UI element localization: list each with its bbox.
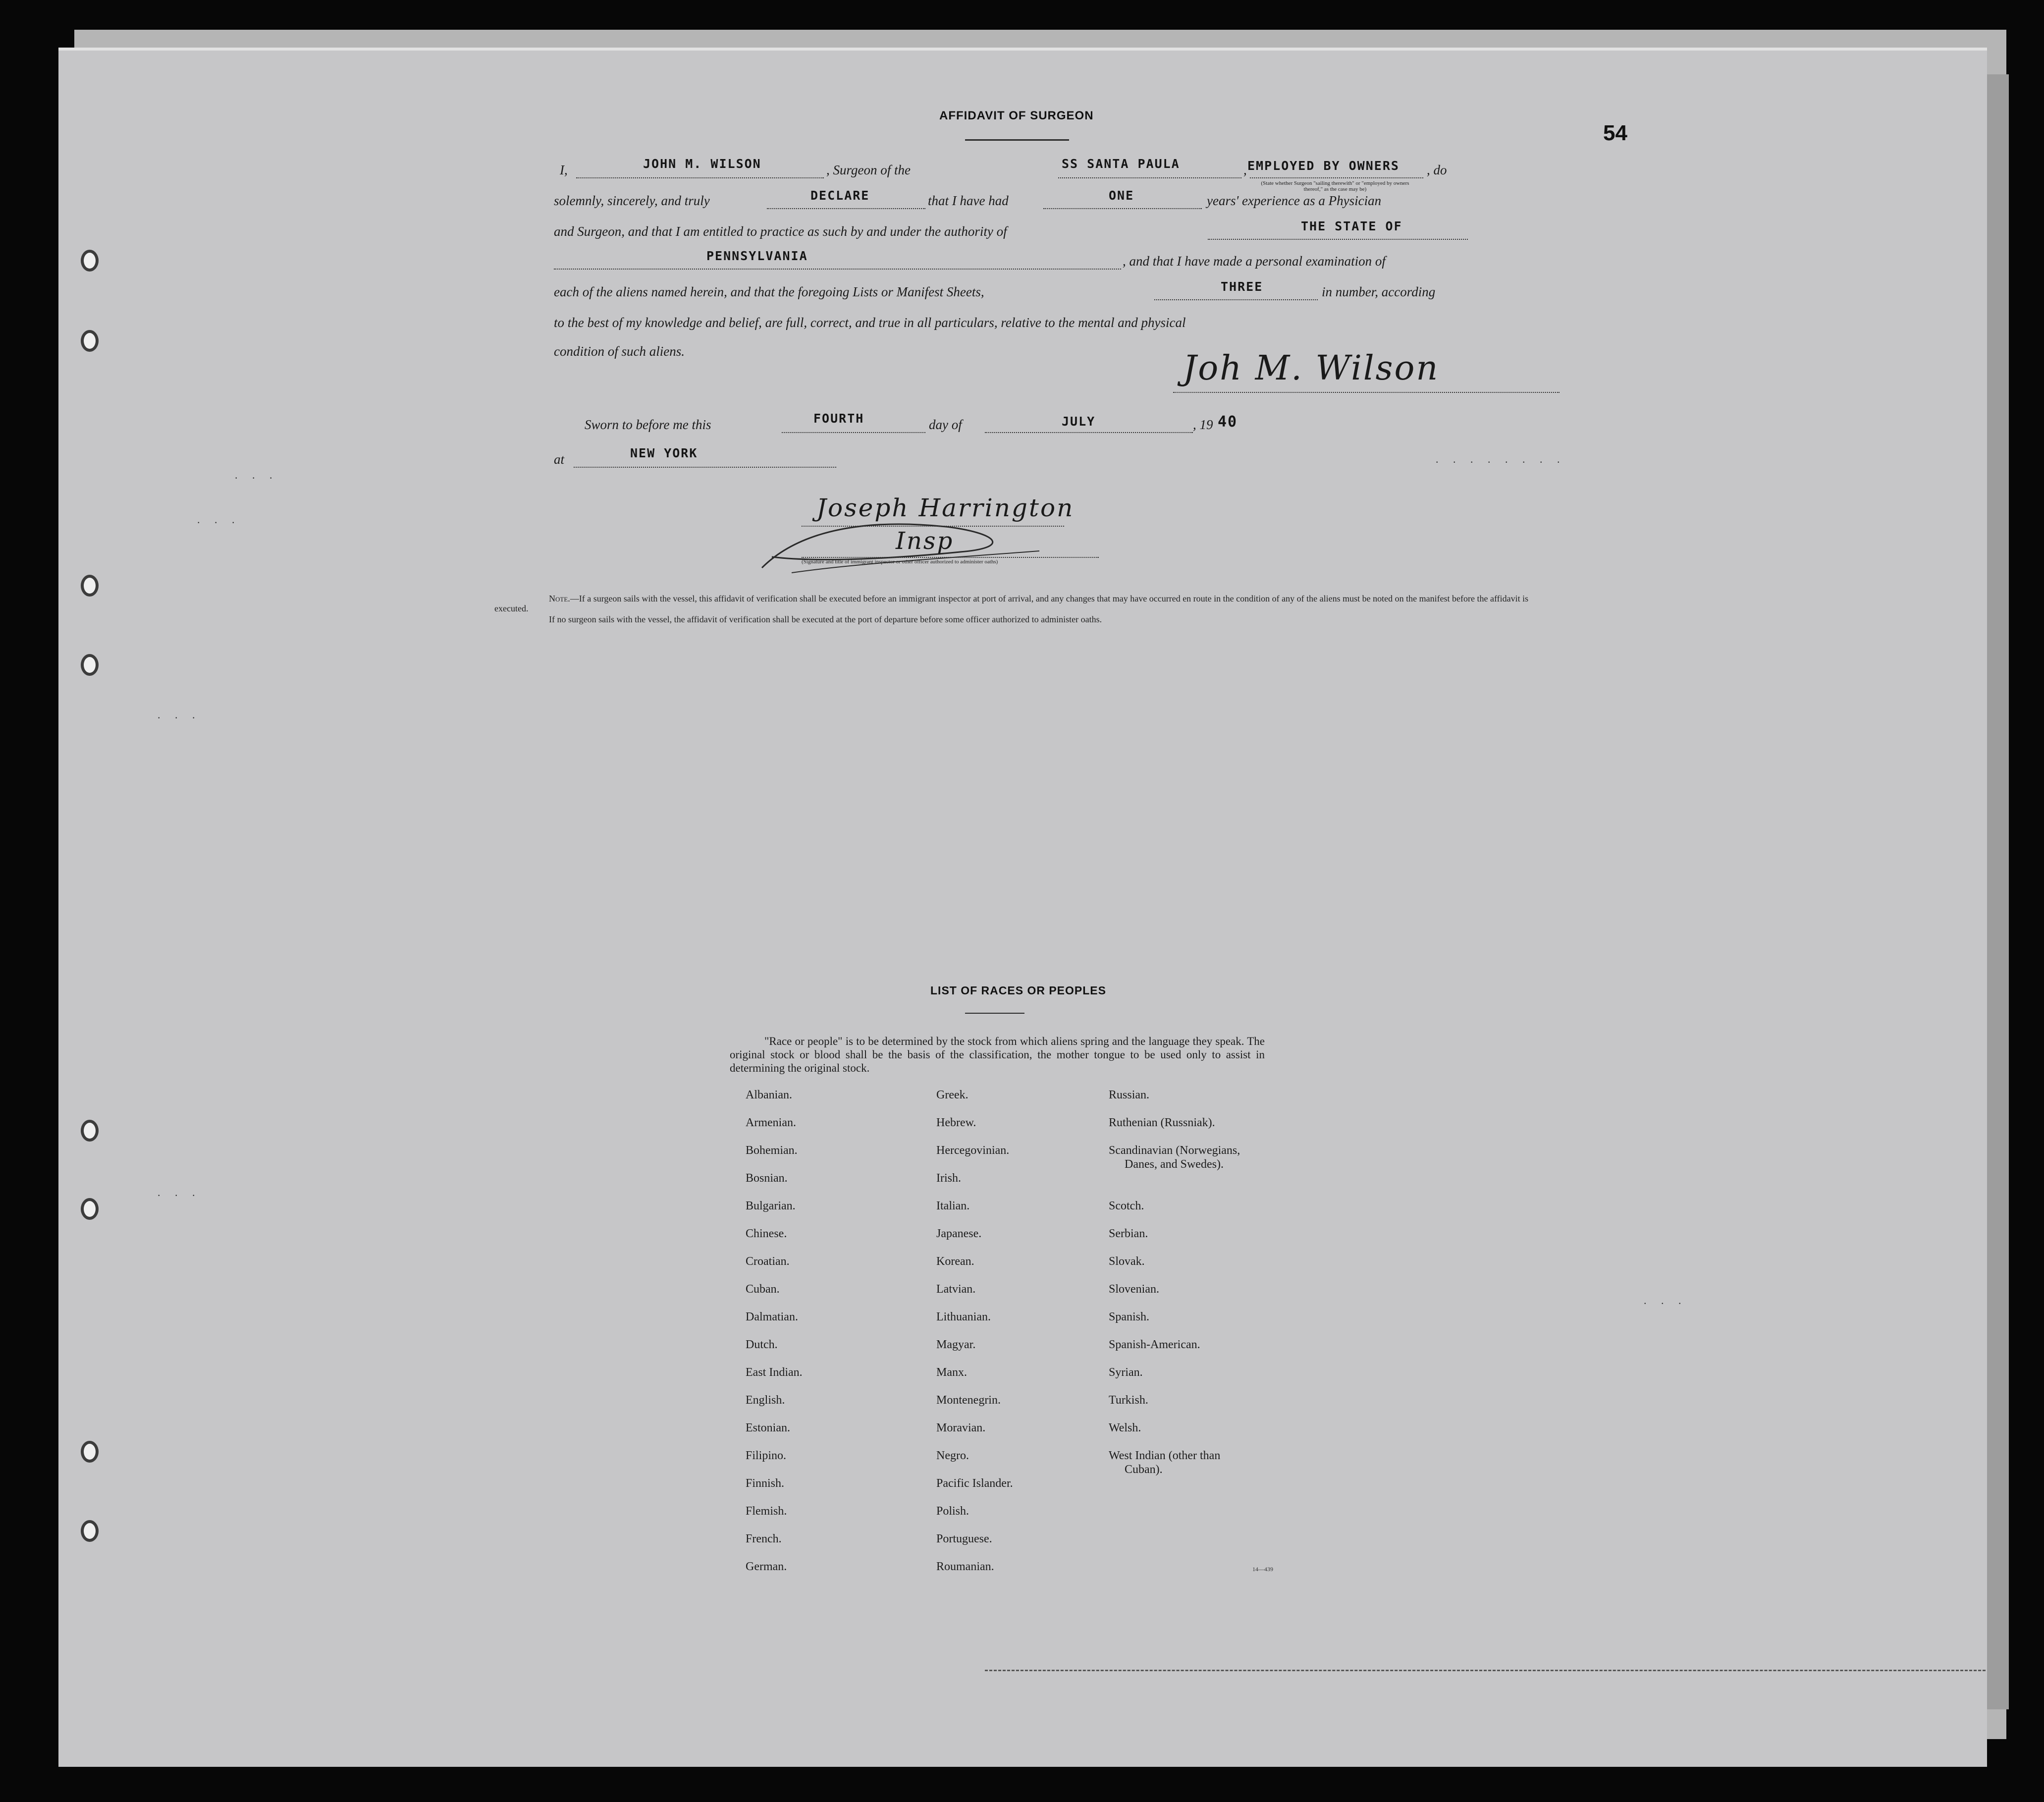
- race-item: Croatian.: [746, 1255, 790, 1268]
- line2-suffix: years' experience as a Physician: [1207, 193, 1382, 208]
- surgeon-name: JOHN M. WILSON: [643, 157, 761, 171]
- race-item: Hercegovinian.: [936, 1144, 1010, 1157]
- line1-mid: , Surgeon of the: [826, 163, 911, 177]
- race-item: Scandinavian (Norwegians,: [1109, 1144, 1240, 1157]
- fill-line: [1208, 239, 1468, 240]
- speck: . . .: [1644, 1294, 1687, 1307]
- line1-suffix: , do: [1427, 163, 1447, 177]
- race-item: Albanian.: [746, 1089, 792, 1101]
- fill-line: [554, 269, 1121, 270]
- races-title-rule: [965, 1013, 1024, 1014]
- vessel-name: SS SANTA PAULA: [1062, 157, 1180, 171]
- speck: . . .: [158, 1186, 201, 1199]
- sworn-prefix: Sworn to before me this: [585, 417, 711, 432]
- fill-line: [1250, 177, 1423, 178]
- fill-line: [985, 432, 1193, 433]
- race-item: Slovak.: [1109, 1255, 1145, 1268]
- race-item: Flemish.: [746, 1505, 787, 1518]
- race-item: East Indian.: [746, 1366, 803, 1379]
- punch-hole: [81, 1198, 99, 1220]
- race-item: English.: [746, 1394, 785, 1407]
- sworn-day: FOURTH: [813, 411, 864, 426]
- race-item: Russian.: [1109, 1089, 1150, 1101]
- line1-comma: ,: [1243, 163, 1247, 177]
- fill-line: [767, 208, 925, 209]
- line1-prefix: I,: [560, 163, 568, 177]
- speck: . . .: [235, 469, 278, 481]
- race-item: French.: [746, 1532, 782, 1545]
- race-item: Irish.: [936, 1172, 961, 1185]
- punch-hole: [81, 1520, 99, 1542]
- punch-hole: [81, 1120, 99, 1142]
- form-number: 14—439: [1252, 1566, 1273, 1573]
- note-paragraph-2: If no surgeon sails with the vessel, the affidavit of verification shall be executed at the port of departure before some officer authorized to administer oaths.: [549, 614, 1102, 624]
- at-prefix: at: [554, 452, 565, 467]
- punch-hole: [81, 654, 99, 676]
- declare-word: DECLARE: [810, 188, 870, 203]
- race-item: Latvian.: [936, 1283, 976, 1296]
- years-experience: ONE: [1109, 188, 1134, 203]
- line6: to the best of my knowledge and belief, are full, correct, and true in all particulars, relative to the mental and physical: [554, 315, 1186, 330]
- line4-suffix: , and that I have made a personal examination of: [1123, 254, 1386, 269]
- note-text-1: —If a surgeon sails with the vessel, this affidavit of verification shall be executed before an immigrant inspector at port of arrival, and any changes that may have occurred en route in the condition of any of the aliens must be noted on the manifest before the affidavit is executed.: [494, 594, 1529, 613]
- race-item: Slovenian.: [1109, 1283, 1159, 1296]
- race-item: Chinese.: [746, 1227, 787, 1240]
- surgeon-signature: Joh M. Wilson: [1183, 349, 1440, 388]
- sworn-day-label: day of: [929, 417, 962, 432]
- race-item: Manx.: [936, 1366, 967, 1379]
- race-item: Estonian.: [746, 1421, 790, 1434]
- race-item: Lithuanian.: [936, 1311, 991, 1323]
- manifest-page: [58, 48, 1987, 1767]
- race-item: Filipino.: [746, 1449, 787, 1462]
- race-item: Hebrew.: [936, 1116, 976, 1129]
- bottom-edge-dashes: [985, 1668, 1986, 1671]
- race-item: Dalmatian.: [746, 1311, 798, 1323]
- race-item: Cuban.: [746, 1283, 780, 1296]
- race-item: Roumanian.: [936, 1560, 994, 1573]
- employment-note: (State whether Surgeon "sailing therewith" or "employed by owners thereof," as the case may be): [1261, 180, 1409, 192]
- race-item: Finnish.: [746, 1477, 785, 1490]
- race-item: Bosnian.: [746, 1172, 788, 1185]
- sworn-year-suffix: 40: [1218, 413, 1238, 431]
- race-item: Magyar.: [936, 1338, 976, 1351]
- race-item: West Indian (other than: [1109, 1449, 1221, 1462]
- speck: . . .: [158, 709, 201, 721]
- fill-line: [574, 467, 836, 468]
- races-intro: "Race or people" is to be determined by the stock from which aliens spring and the language they speak. The original stock or blood shall be the basis of the classification, the mother tongue to be used only to assist in determining the original stock.: [730, 1035, 1265, 1074]
- race-item: Spanish.: [1109, 1311, 1150, 1323]
- fill-line: [1154, 299, 1318, 300]
- page-top-edge: [58, 48, 1987, 51]
- fill-line: [1043, 208, 1202, 209]
- punch-hole: [81, 250, 99, 272]
- race-item: Turkish.: [1109, 1394, 1148, 1407]
- authority-line1: THE STATE OF: [1301, 219, 1402, 233]
- race-item: Moravian.: [936, 1421, 986, 1434]
- race-item: Welsh.: [1109, 1421, 1141, 1434]
- authority-line2: PENNSYLVANIA: [706, 249, 808, 263]
- race-item: Spanish-American.: [1109, 1338, 1200, 1351]
- race-item: Italian.: [936, 1200, 970, 1212]
- race-item: Danes, and Swedes).: [1125, 1158, 1224, 1171]
- note-paragraph-1: [494, 594, 1560, 613]
- line7: condition of such aliens.: [554, 344, 685, 359]
- line5-prefix: each of the aliens named herein, and that the foregoing Lists or Manifest Sheets,: [554, 284, 984, 299]
- sworn-place: NEW YORK: [630, 446, 698, 460]
- race-item: Portuguese.: [936, 1532, 992, 1545]
- inspector-signature: Joseph Harrington: [816, 493, 1075, 522]
- race-item: Bulgarian.: [746, 1200, 796, 1212]
- fill-line: [1058, 177, 1241, 178]
- punch-hole: [81, 575, 99, 597]
- fill-line: [802, 526, 1064, 527]
- signature-line: [1173, 392, 1560, 393]
- sworn-year-prefix: , 19: [1193, 417, 1213, 432]
- race-item: Pacific Islander.: [936, 1477, 1013, 1490]
- punch-hole: [81, 1441, 99, 1463]
- line2-mid: that I have had: [928, 193, 1009, 208]
- race-item: Ruthenian (Russniak).: [1109, 1116, 1215, 1129]
- race-item: Dutch.: [746, 1338, 778, 1351]
- line3-prefix: and Surgeon, and that I am entitled to practice as such by and under the authority of: [554, 224, 1007, 239]
- race-item: Japanese.: [936, 1227, 982, 1240]
- race-item: Montenegrin.: [936, 1394, 1001, 1407]
- fill-line: [576, 177, 824, 178]
- race-item: Korean.: [936, 1255, 974, 1268]
- affidavit-title: AFFIDAVIT OF SURGEON: [939, 109, 1094, 122]
- page-number: 54: [1603, 121, 1627, 145]
- note-label: Note.: [549, 594, 570, 603]
- title-rule: [965, 139, 1069, 141]
- race-item: German.: [746, 1560, 787, 1573]
- race-item: Negro.: [936, 1449, 969, 1462]
- line2-prefix: solemnly, sincerely, and truly: [554, 193, 710, 208]
- employment-status: EMPLOYED BY OWNERS: [1247, 159, 1399, 173]
- fill-line: [802, 557, 1099, 558]
- sheet-count: THREE: [1221, 279, 1263, 294]
- race-item: Serbian.: [1109, 1227, 1148, 1240]
- races-title: LIST OF RACES OR PEOPLES: [930, 984, 1106, 997]
- speck: . . .: [197, 513, 241, 526]
- race-item: Scotch.: [1109, 1200, 1144, 1212]
- signature-caption: (Signature and title of immigrant inspector or other officer authorized to administer oaths): [802, 559, 998, 565]
- sworn-month: JULY: [1062, 414, 1096, 429]
- line5-suffix: in number, according: [1322, 284, 1436, 299]
- race-item: Polish.: [936, 1505, 969, 1518]
- race-item: Armenian.: [746, 1116, 796, 1129]
- race-item: Cuban).: [1125, 1463, 1163, 1476]
- fill-line: [782, 432, 925, 433]
- speck: . . . . . . . .: [1436, 453, 1566, 465]
- race-item: Bohemian.: [746, 1144, 798, 1157]
- race-item: Syrian.: [1109, 1366, 1143, 1379]
- punch-hole: [81, 330, 99, 352]
- race-item: Greek.: [936, 1089, 968, 1101]
- inspector-title: Insp: [896, 527, 954, 555]
